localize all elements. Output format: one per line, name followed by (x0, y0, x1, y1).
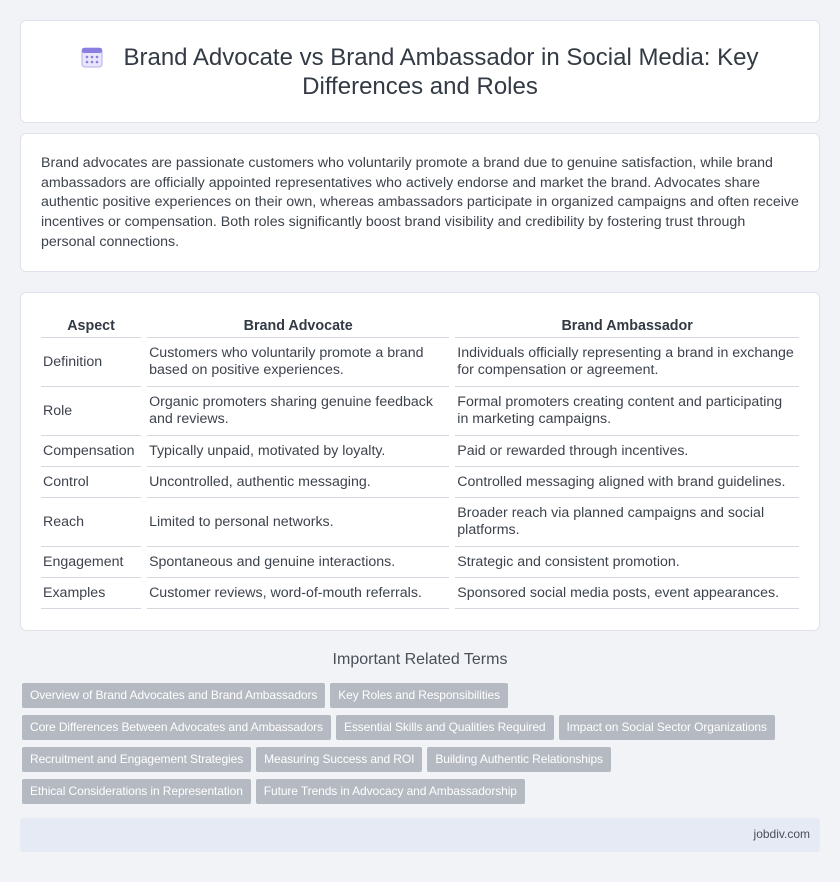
title-line-2: Differences and Roles (302, 73, 538, 100)
related-tag[interactable]: Recruitment and Engagement Strategies (22, 747, 251, 772)
related-terms-heading: Important Related Terms (332, 651, 508, 668)
table-row (41, 578, 799, 609)
header-brand-ambassador: Brand Ambassador (455, 315, 799, 338)
row-aspect: Definition (41, 338, 141, 387)
row-aspect: Role (41, 387, 141, 436)
row-advocate: Customer reviews, word-of-mouth referrals. (147, 578, 449, 609)
row-ambassador: Individuals officially representing a brand in exchange for compensation or agreement. (455, 338, 799, 387)
related-terms-list (22, 683, 802, 811)
related-tag[interactable]: Key Roles and Responsibilities (330, 683, 508, 708)
row-ambassador: Paid or rewarded through incentives. (455, 436, 799, 467)
intro-card (20, 133, 820, 272)
row-ambassador: Sponsored social media posts, event appearances. (455, 578, 799, 609)
related-tag[interactable]: Future Trends in Advocacy and Ambassadorship (256, 779, 525, 804)
footer-site-link[interactable]: jobdiv.com (753, 827, 810, 841)
related-tag[interactable]: Impact on Social Sector Organizations (559, 715, 775, 740)
intro-paragraph: Brand advocates are passionate customers who voluntarily promote a brand due to genuine satisfaction, while brand ambassadors are officially appointed representatives who actively endorse and market the brand. Advocates share authentic positive experiences on their own, whereas ambassadors participate in organized campaigns and often receive incentives or compensation. Both roles significantly boost brand visibility and credibility by fostering trust through personal connections. (41, 155, 799, 250)
row-aspect: Examples (41, 578, 141, 609)
table-header-row (41, 315, 799, 338)
row-advocate: Organic promoters sharing genuine feedback and reviews. (147, 387, 449, 436)
related-tag[interactable]: Overview of Brand Advocates and Brand Ambassadors (22, 683, 325, 708)
row-ambassador: Controlled messaging aligned with brand guidelines. (455, 467, 799, 498)
row-advocate: Customers who voluntarily promote a brand based on positive experiences. (147, 338, 449, 387)
row-advocate: Spontaneous and genuine interactions. (147, 547, 449, 578)
row-ambassador: Broader reach via planned campaigns and social platforms. (455, 498, 799, 547)
calendar-icon (81, 46, 103, 68)
table-row (41, 547, 799, 578)
page-title (21, 43, 819, 101)
related-tag[interactable]: Core Differences Between Advocates and Ambassadors (22, 715, 331, 740)
row-advocate: Limited to personal networks. (147, 498, 449, 547)
table-row (41, 498, 799, 547)
table-row (41, 387, 799, 436)
row-advocate: Typically unpaid, motivated by loyalty. (147, 436, 449, 467)
row-advocate: Uncontrolled, authentic messaging. (147, 467, 449, 498)
row-ambassador: Formal promoters creating content and participating in marketing campaigns. (455, 387, 799, 436)
comparison-card (20, 292, 820, 631)
header-aspect: Aspect (41, 315, 141, 338)
table-row (41, 338, 799, 387)
footer (20, 818, 820, 852)
row-ambassador: Strategic and consistent promotion. (455, 547, 799, 578)
table-row (41, 467, 799, 498)
row-aspect: Compensation (41, 436, 141, 467)
related-tag[interactable]: Measuring Success and ROI (256, 747, 422, 772)
related-tag[interactable]: Building Authentic Relationships (427, 747, 611, 772)
title-line-1: Brand Advocate vs Brand Ambassador in Social Media: Key (123, 44, 759, 71)
row-aspect: Control (41, 467, 141, 498)
row-aspect: Engagement (41, 547, 141, 578)
row-aspect: Reach (41, 498, 141, 547)
header-brand-advocate: Brand Advocate (147, 315, 449, 338)
table-row (41, 436, 799, 467)
related-tag[interactable]: Ethical Considerations in Representation (22, 779, 251, 804)
title-card (20, 20, 820, 123)
comparison-table (35, 315, 805, 609)
related-tag[interactable]: Essential Skills and Qualities Required (336, 715, 554, 740)
